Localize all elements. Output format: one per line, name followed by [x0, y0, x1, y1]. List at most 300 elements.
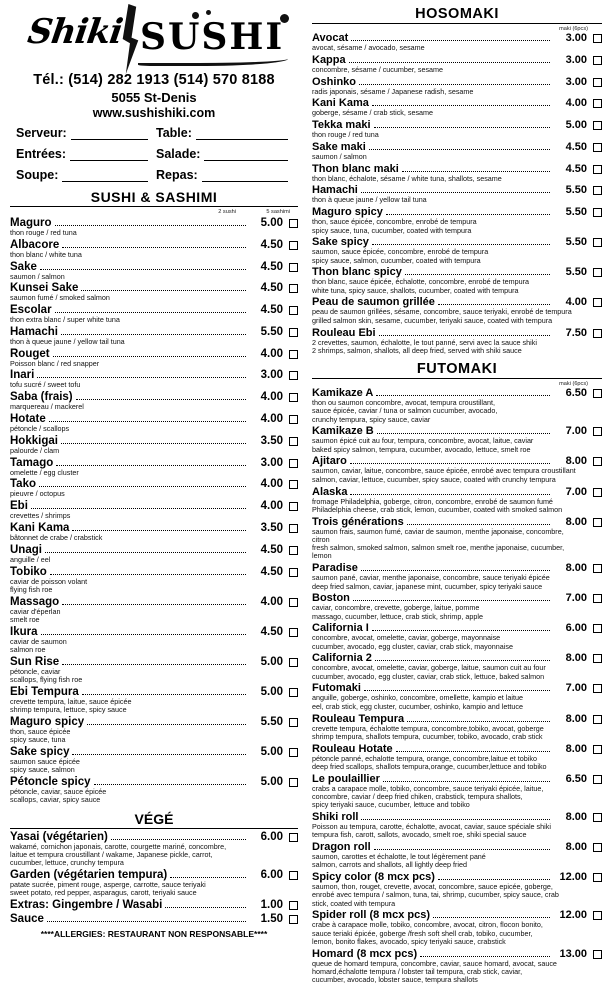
restaurant-logo	[10, 10, 298, 68]
order-checkbox[interactable]	[289, 901, 298, 910]
menu-item-name: Paradise	[312, 562, 358, 575]
menu-item-price: 6.00	[260, 868, 283, 881]
menu-item	[10, 522, 298, 542]
menu-item-description: pétoncle / scallops	[10, 424, 70, 434]
menu-item-name: Shiki roll	[312, 811, 359, 823]
order-checkbox[interactable]	[289, 263, 298, 272]
section-title-vege: VÉGÉ	[134, 810, 174, 827]
menu-item-name: Kamikaze A	[312, 387, 374, 400]
menu-item	[312, 516, 602, 561]
menu-item-name: Tako	[10, 478, 36, 491]
menu-item	[312, 206, 602, 235]
menu-item-name: Inari	[10, 369, 35, 382]
order-checkbox[interactable]	[593, 624, 602, 633]
menu-item	[10, 413, 298, 433]
leader-dots	[374, 119, 550, 128]
menu-item-description: saumon / salmon	[312, 151, 367, 161]
menu-item	[312, 119, 602, 139]
order-checkbox[interactable]	[593, 911, 602, 920]
futomaki-column-header: maki (6pcs)	[559, 381, 588, 388]
menu-item-name: Maguro	[10, 217, 52, 229]
menu-item-name: Spider roll (8 mcx pcs)	[312, 909, 430, 922]
leader-dots	[364, 682, 550, 691]
menu-item-price: 4.00	[565, 296, 587, 309]
menu-item	[10, 831, 298, 868]
order-checkbox[interactable]	[289, 524, 298, 533]
order-checkbox[interactable]	[593, 745, 602, 754]
menu-item-price: 4.00	[260, 391, 283, 404]
menu-item-price: 5.00	[260, 217, 283, 229]
menu-item-price: 3.00	[565, 53, 587, 66]
order-checkbox[interactable]	[289, 284, 298, 293]
leader-dots	[49, 413, 246, 422]
menu-item-price: 4.00	[260, 478, 283, 491]
menu-item	[10, 217, 298, 237]
logo-swoosh-icon	[138, 54, 288, 66]
menu-item-price: 4.00	[260, 347, 283, 360]
order-checkbox[interactable]	[593, 208, 602, 217]
menu-item	[312, 184, 602, 204]
menu-item-name: Unagi	[10, 543, 42, 556]
leader-dots	[82, 686, 246, 695]
order-checkbox[interactable]	[593, 873, 602, 882]
menu-item-description: thon à queue jaune / yellow tail tuna	[10, 336, 125, 346]
order-checkbox[interactable]	[289, 778, 298, 787]
menu-item-name: Trois générations	[312, 515, 404, 528]
menu-item-description: caviar, concombre, crevette, goberge, laitue, pomme massago, cucumber, lettuce, crab stick, shrimp, apple	[312, 603, 483, 621]
order-checkbox[interactable]	[593, 329, 602, 338]
menu-item-description: tofu sucré / sweet tofu	[10, 380, 81, 390]
section-title-sushi-sashimi: SUSHI & SASHIMI	[90, 189, 218, 205]
menu-item-price: 12.00	[559, 871, 587, 884]
col-header-2sushi: 2 sushi	[218, 209, 236, 215]
menu-item	[10, 391, 298, 411]
menu-item	[312, 562, 602, 591]
logo-sushi-text: SUSHI	[140, 16, 285, 58]
leader-dots	[37, 369, 246, 378]
menu-item-description: thon, sauce épicée spicy sauce, tuna	[10, 726, 71, 745]
menu-item-description: concombre, avocat, omelette, caviar, goberge, laitue, saumon cuit au four cucumber, avocado, egg cluster, caviar, crab stick, lettuce, baked salmon	[312, 663, 546, 681]
leader-dots	[76, 391, 246, 400]
menu-item	[10, 716, 298, 745]
menu-item-description: pieuvre / octopus	[10, 489, 65, 499]
order-checkbox[interactable]	[289, 546, 298, 555]
order-checkbox[interactable]	[289, 459, 298, 468]
menu-item-price: 4.50	[260, 543, 283, 556]
divider	[10, 828, 298, 829]
menu-item-price: 1.00	[260, 899, 283, 912]
menu-item-name: Escolar	[10, 304, 52, 317]
menu-item-name: Rouleau Ebi	[312, 326, 376, 339]
order-checkbox[interactable]	[289, 658, 298, 667]
order-checkbox[interactable]	[593, 298, 602, 307]
leader-dots	[369, 141, 550, 150]
menu-item-name: Avocat	[312, 32, 349, 44]
menu-item-price: 4.50	[565, 162, 587, 175]
menu-item	[312, 76, 602, 96]
menu-item	[312, 948, 602, 985]
soupe-label: Soupe:	[16, 168, 59, 182]
entrees-label: Entrées:	[16, 147, 67, 161]
menu-item-description: saumon épicé cuit au four, tempura, concombre, avocat, laitue, caviar baked spicy salmon, tempura, cucumber, avocado, lettuce, smelt roe	[312, 436, 534, 454]
order-checkbox[interactable]	[289, 628, 298, 637]
menu-item	[312, 455, 602, 484]
order-checkbox[interactable]	[593, 564, 602, 573]
order-checkbox[interactable]	[593, 518, 602, 527]
address: 5055 St-Denis	[111, 90, 197, 105]
menu-item	[312, 871, 602, 908]
menu-item-description: 2 crevettes, saumon, échalotte, le tout panné, servi avec la sauce shiki 2 shrimps, salmon, shallots, all deep fried, served with shiki sauce	[312, 337, 537, 355]
menu-item-name: Boston	[312, 592, 350, 605]
order-checkbox[interactable]	[593, 813, 602, 822]
menu-item-name: Peau de saumon grillée	[312, 296, 435, 309]
menu-item-name: Sake spicy	[312, 236, 369, 249]
menu-item-price: 7.00	[565, 425, 587, 438]
menu-item-name: Extras: Gingembre / Wasabi	[10, 899, 163, 912]
menu-item-description: peau de saumon grillées, sésame, concombre, sauce teriyaki, enrobé de tempura grilled salmon skin, sesame, cucumber, teriyaki sauce, coated with tempura	[312, 307, 572, 325]
menu-item-description: queue de homard tempura, concombre, caviar, sauce homard, avocat, sauce homard,échalotte tempura / lobster tail tempura, crab stick, caviar, cucumber, avocado, lobster sauce, tempura shallots	[312, 958, 557, 985]
leader-dots	[41, 626, 247, 635]
menu-item	[10, 348, 298, 368]
menu-item-price: 13.00	[559, 947, 587, 960]
menu-item	[312, 622, 602, 651]
order-checkbox[interactable]	[593, 594, 602, 603]
menu-item-price: 4.00	[565, 97, 587, 110]
menu-item-name: Ebi	[10, 500, 28, 513]
order-checkbox[interactable]	[593, 488, 602, 497]
menu-item-description: patate sucrée, piment rouge, asperge, carrotte, sauce teriyaki sweet potato, red pepper, asparagus, carott, teriyaki sauce	[10, 879, 206, 898]
leader-dots	[407, 713, 550, 722]
menu-item-price: 5.00	[260, 685, 283, 698]
menu-item	[10, 913, 298, 925]
order-checkbox[interactable]	[593, 654, 602, 663]
menu-item-price: 7.00	[565, 682, 587, 695]
menu-item-price: 8.00	[565, 515, 587, 528]
leader-dots	[165, 899, 246, 908]
vege-list	[10, 831, 298, 898]
menu-item-name: Kunsei Sake	[10, 282, 79, 295]
menu-item-name: Kani Kama	[10, 521, 70, 534]
menu-item	[10, 478, 298, 498]
order-checkbox[interactable]	[289, 502, 298, 511]
menu-item-price: 3.50	[260, 434, 283, 447]
leader-dots	[350, 486, 550, 495]
menu-item	[312, 54, 602, 74]
menu-item-price: 3.00	[565, 32, 587, 44]
menu-item-description: crevette tempura, échalotte tempura, concombre,tobiko, avocat, goberge shrimp tempura, shallots tempura, cucumber, tobiko, avocado, crab stick	[312, 723, 544, 741]
order-checkbox[interactable]	[289, 598, 298, 607]
order-checkbox[interactable]	[593, 843, 602, 852]
menu-item-description: thon rouge / red tuna	[10, 228, 77, 237]
menu-item	[312, 425, 602, 454]
menu-item-description: anguille / eel	[10, 554, 51, 564]
menu-item-description: pétoncle, caviar scallops, flying fish roe	[10, 666, 83, 684]
leader-dots	[376, 387, 550, 396]
menu-item-description: saumon, sauce épicée, concombre, enrobé de tempura spicy sauce, salmon, cucumber, coated with tempura	[312, 247, 489, 265]
menu-item-description: caviar de saumon salmon roe	[10, 636, 67, 654]
menu-item-price: 8.00	[565, 562, 587, 575]
menu-item-price: 3.00	[565, 75, 587, 88]
menu-item	[10, 656, 298, 685]
menu-item-description: omelette / egg cluster	[10, 467, 79, 477]
leader-dots	[372, 236, 550, 245]
menu-item-description: pétoncle, caviar, sauce épicée scallops, caviar, spicy sauce	[10, 786, 107, 805]
order-checkbox[interactable]	[593, 684, 602, 693]
leader-dots	[55, 217, 246, 226]
order-checkbox[interactable]	[289, 350, 298, 359]
order-checkbox[interactable]	[593, 34, 602, 43]
section-title-futomaki: FUTOMAKI	[416, 361, 498, 378]
menu-item-price: 4.50	[260, 238, 283, 251]
menu-item	[10, 239, 298, 259]
menu-item-description: crevette tempura, laitue, sauce épicée shrimp tempura, lettuce, spicy sauce	[10, 696, 132, 715]
logo-dot-icon	[206, 10, 211, 15]
menu-item	[10, 369, 298, 389]
menu-item	[10, 326, 298, 346]
menu-item-price: 5.50	[260, 325, 283, 338]
menu-item	[312, 841, 602, 870]
menu-item-name: Kani Kama	[312, 97, 369, 110]
menu-item-price: 8.00	[565, 811, 587, 823]
menu-item-name: Garden (végétarien tempura)	[10, 868, 168, 881]
leader-dots	[94, 776, 246, 785]
menu-item-price: 7.00	[565, 485, 587, 498]
menu-item-price: 5.00	[565, 119, 587, 132]
menu-item-price: 8.00	[565, 712, 587, 725]
menu-item-name: California I	[312, 622, 369, 635]
leader-dots	[61, 326, 246, 335]
menu-item-name: Thon blanc spicy	[312, 266, 402, 279]
leader-dots	[72, 522, 246, 531]
menu-item-description: radis japonais, sésame / Japanese radish, sesame	[312, 86, 474, 96]
menu-item-description: saumon, caviar, laitue, concombre, sauce épicée, enrobé avec tempura croustillant salmon, caviar, lettuce, cucumber, spicy sauce, coated with crunchy tempura	[312, 466, 576, 484]
order-checkbox[interactable]	[289, 568, 298, 577]
menu-item-name: Kamikaze B	[312, 425, 374, 438]
leader-dots	[39, 478, 246, 487]
order-checkbox[interactable]	[289, 915, 298, 924]
divider	[10, 206, 298, 207]
menu-item-name: Hotate	[10, 413, 46, 426]
order-checkbox[interactable]	[593, 268, 602, 277]
menu-item	[10, 282, 298, 302]
leader-dots	[353, 592, 550, 601]
menu-item-description: saumon fumé / smoked salmon	[10, 293, 110, 303]
menu-item-name: Sake	[10, 260, 37, 273]
order-checkbox[interactable]	[593, 715, 602, 724]
order-checkbox[interactable]	[289, 219, 298, 228]
menu-item-price: 6.50	[565, 387, 587, 400]
order-checkbox[interactable]	[593, 121, 602, 130]
order-checkbox[interactable]	[289, 328, 298, 337]
menu-item-name: Sun Rise	[10, 655, 60, 668]
menu-item-description: thon ou saumon concombre, avocat, tempura croustillant, sauce épicée, caviar / tuna or salmon cucumber, avocado, crunchy tempura, spicy sauce, caviar	[312, 398, 498, 424]
order-checkbox[interactable]	[593, 389, 602, 398]
menu-item-price: 5.50	[565, 184, 587, 197]
leader-dots	[372, 622, 550, 631]
order-checkbox[interactable]	[289, 480, 298, 489]
menu-item	[312, 387, 602, 424]
menu-item	[312, 163, 602, 183]
order-checkbox[interactable]	[593, 78, 602, 87]
menu-item	[10, 686, 298, 715]
entrees-input[interactable]	[70, 148, 148, 161]
menu-item-name: Futomaki	[312, 682, 361, 695]
order-checkbox[interactable]	[593, 457, 602, 466]
right-column	[306, 0, 612, 1008]
menu-item-description: pétoncle panné, echalotte tempura, orange, concombre,laitue et tobiko deep fried scallops, shallots tempura,orange, cucumber,lettuce and tobiko	[312, 753, 547, 771]
menu-item-price: 3.50	[260, 521, 283, 534]
menu-item-name: Rouleau Tempura	[312, 712, 405, 725]
menu-item	[312, 773, 602, 810]
leader-dots	[62, 239, 246, 248]
serveur-label: Serveur:	[16, 126, 67, 140]
salade-label: Salade:	[156, 147, 201, 161]
menu-item-name: Oshinko	[312, 75, 357, 88]
menu-item-name: Maguro spicy	[10, 715, 85, 728]
menu-item-name: Homard (8 mcx pcs)	[312, 947, 418, 960]
repas-input[interactable]	[202, 169, 288, 182]
leader-dots	[402, 163, 550, 172]
menu-item-description: caviar d'éperlan smelt roe	[10, 606, 61, 624]
menu-item-price: 5.00	[260, 745, 283, 758]
menu-item-name: Le poulaillier	[312, 772, 380, 785]
leader-dots	[375, 652, 550, 661]
menu-item-description: bâtonnet de crabe / crabstick	[10, 532, 103, 542]
serveur-input[interactable]	[71, 127, 148, 140]
menu-item-price: 4.00	[260, 500, 283, 513]
leader-dots	[374, 841, 550, 850]
leader-dots	[379, 327, 550, 336]
order-checkbox[interactable]	[289, 371, 298, 380]
salade-input[interactable]	[204, 148, 288, 161]
leader-dots	[386, 206, 550, 215]
order-form	[16, 126, 296, 182]
menu-item	[10, 544, 298, 564]
leader-dots	[72, 746, 246, 755]
menu-item-price: 4.50	[565, 140, 587, 153]
menu-item-description: saumon sauce épicée spicy sauce, salmon	[10, 756, 80, 775]
order-checkbox[interactable]	[593, 950, 602, 959]
order-checkbox[interactable]	[289, 306, 298, 315]
divider	[312, 378, 602, 379]
menu-item-description: thon extra blanc / super white tuna	[10, 315, 120, 325]
menu-item-price: 5.50	[565, 266, 587, 279]
leader-dots	[407, 516, 550, 525]
order-checkbox[interactable]	[289, 718, 298, 727]
menu-item-description: thon blanc, échalote, sésame / white tuna, shallots, sesame	[312, 173, 502, 183]
menu-item	[10, 304, 298, 324]
hosomaki-list	[312, 32, 602, 355]
leader-dots	[383, 773, 550, 782]
menu-item	[312, 327, 602, 356]
menu-item	[10, 899, 298, 911]
order-checkbox[interactable]	[593, 427, 602, 436]
menu-item	[312, 909, 602, 946]
menu-item-price: 5.50	[565, 236, 587, 249]
menu-item-name: Alaska	[312, 485, 348, 498]
menu-item-name: Sake maki	[312, 140, 366, 153]
order-checkbox[interactable]	[593, 238, 602, 247]
menu-item	[10, 457, 298, 477]
order-checkbox[interactable]	[593, 165, 602, 174]
leader-dots	[53, 348, 246, 357]
menu-item-name: Hokkigai	[10, 434, 58, 447]
menu-item-name: Maguro spicy	[312, 206, 383, 219]
menu-item-name: Albacore	[10, 238, 60, 251]
menu-item-name: Thon blanc maki	[312, 162, 399, 175]
order-checkbox[interactable]	[289, 871, 298, 880]
section-title-hosomaki: HOSOMAKI	[415, 6, 499, 22]
menu-item-description: thon blanc, sauce épicée, échalotte, concombre, enrobé de tempura white tuna, spicy sauce, shallots, cucumber, coated with tempura	[312, 277, 529, 295]
order-checkbox[interactable]	[289, 415, 298, 424]
menu-item-description: goberge, sésame / crab stick, sesame	[312, 108, 434, 118]
order-checkbox[interactable]	[593, 56, 602, 65]
allergies-note: ****ALLERGIES: RESTAURANT NON RESPONSABLE****	[40, 928, 268, 939]
order-checkbox[interactable]	[289, 688, 298, 697]
logo-shiki-text: Shiki	[25, 12, 125, 52]
order-checkbox[interactable]	[289, 748, 298, 757]
menu-item-price: 4.00	[260, 413, 283, 426]
menu-item-description: thon rouge / red tuna	[312, 130, 379, 140]
menu-item-name: Hamachi	[10, 325, 58, 338]
menu-item-name: Rouget	[10, 347, 50, 360]
menu-item	[312, 486, 602, 515]
menu-item-price: 6.50	[565, 772, 587, 785]
menu-item-description: caviar de poisson volant flying fish roe	[10, 576, 88, 594]
menu-item-name: Rouleau Hotate	[312, 742, 393, 755]
menu-item-price: 5.00	[260, 655, 283, 668]
menu-item	[10, 869, 298, 898]
menu-item-price: 4.50	[260, 565, 283, 578]
menu-item	[312, 296, 602, 325]
menu-item	[312, 236, 602, 265]
order-checkbox[interactable]	[593, 143, 602, 152]
menu-item	[10, 596, 298, 625]
order-checkbox[interactable]	[289, 833, 298, 842]
leader-dots	[47, 913, 246, 922]
order-checkbox[interactable]	[593, 186, 602, 195]
leader-dots	[361, 811, 550, 820]
menu-item-price: 7.50	[565, 326, 587, 339]
leader-dots	[40, 261, 246, 270]
order-checkbox[interactable]	[289, 437, 298, 446]
leader-dots	[372, 97, 550, 106]
leader-dots	[420, 948, 550, 957]
order-checkbox[interactable]	[593, 775, 602, 784]
menu-item-name: Yasai (végétarien)	[10, 830, 108, 843]
order-checkbox[interactable]	[289, 393, 298, 402]
order-checkbox[interactable]	[593, 99, 602, 108]
menu-item-description: saumon frais, saumon fumé, caviar de saumon, menthe japonaise, concombre, citron fresh salmon, smoked salmon, salmon smelt roe, menthe japonaise, cucumber, lemon	[312, 526, 565, 561]
menu-item-price: 4.50	[260, 304, 283, 317]
menu-item-name: Tekka maki	[312, 119, 371, 132]
menu-item	[312, 682, 602, 711]
menu-item-price: 4.50	[260, 625, 283, 638]
leader-dots	[50, 566, 246, 575]
soupe-input[interactable]	[62, 169, 148, 182]
order-checkbox[interactable]	[289, 241, 298, 250]
menu-item-name: Spicy color (8 mcx pcs)	[312, 871, 435, 884]
menu-item-price: 8.00	[565, 455, 587, 468]
table-input[interactable]	[196, 127, 288, 140]
menu-item	[312, 141, 602, 161]
menu-item	[312, 743, 602, 772]
futomaki-list	[312, 387, 602, 985]
menu-item-price: 5.00	[260, 775, 283, 788]
menu-item-name: Hamachi	[312, 184, 358, 197]
menu-item-name: Saba (frais)	[10, 391, 73, 404]
sushi-column-headers	[10, 209, 298, 217]
